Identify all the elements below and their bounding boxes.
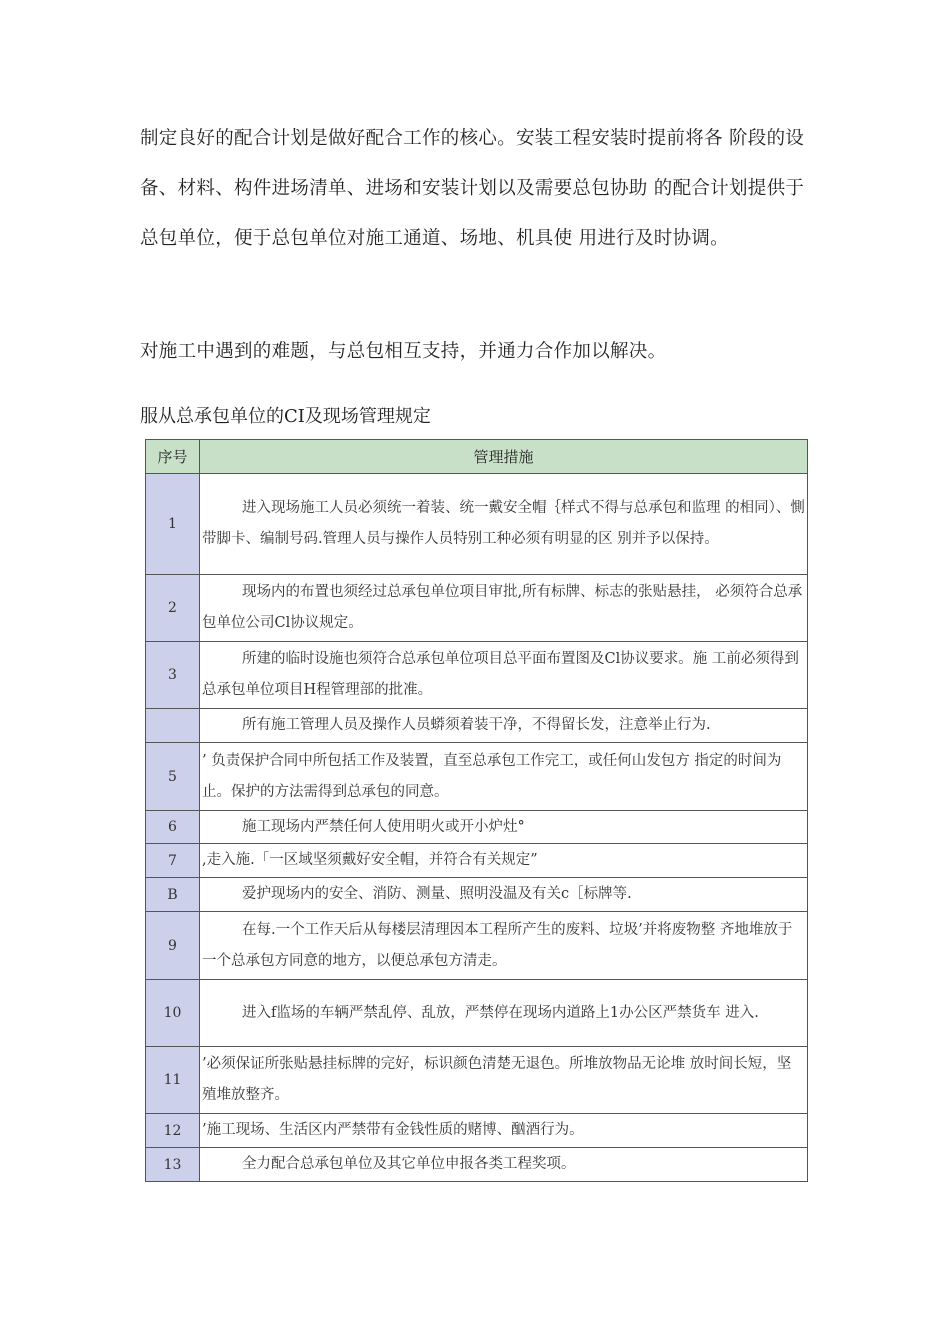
table-row: [146, 980, 808, 1047]
row-measure: 施工现场内严禁任何人使用明火或开小炉灶°: [200, 811, 808, 844]
table-row: [146, 1148, 808, 1182]
table-row: [146, 474, 808, 575]
row-number: 1: [146, 474, 200, 575]
row-number: 13: [146, 1148, 200, 1182]
paragraph-mutual-support: 对施工中遇到的难题，与总包相互支持，并通力合作加以解决。: [140, 341, 667, 362]
row-measure: ’ 负责保护合同中所包括工作及装置，直至总承包工作完工，或任何山发包方 指定的时间为止。保护的方法需得到总承包的同意。: [200, 743, 808, 811]
paragraph-coordination-plan: 制定良好的配合计划是做好配合工作的核心。安装工程安装时提前将各 阶段的设备、材料、构件进场清单、进场和安装计划以及需要总包协助 的配合计划提供于总包单位，便于总包单位对施工通道、场地、机具使 用进行及时协调。: [140, 128, 805, 249]
table-row: [146, 642, 808, 709]
table-row: [146, 878, 808, 912]
row-measure: ’施工现场、生活区内严禁带有金钱性质的赌博、酗酒行为。: [200, 1114, 808, 1148]
header-serial: 序号: [146, 440, 200, 474]
table-row: [146, 743, 808, 811]
management-measures-table: [145, 439, 808, 1182]
row-number: 9: [146, 912, 200, 980]
row-number: 7: [146, 844, 200, 878]
table-row: [146, 811, 808, 844]
row-measure: 所有施工管理人员及操作人员蟒须着装干净，不得留长发，注意举止行为.: [200, 709, 808, 743]
table-header-row: [146, 440, 808, 474]
row-measure: ,走入施.「一区域坚须戴好安全帽，并符合有关规定”: [200, 844, 808, 878]
row-number: 2: [146, 575, 200, 642]
table-row: [146, 1047, 808, 1114]
row-number: B: [146, 878, 200, 912]
row-number: 10: [146, 980, 200, 1047]
row-measure: 爱护现场内的安全、消防、测量、照明没温及有关c［标牌等.: [200, 878, 808, 912]
row-number: [146, 709, 200, 743]
row-measure: 进入现场施工人员必须统一着装、统一戴安全帽｛样式不得与总承包和监理 的相同）、惻带脚卡、编制号码.管理人员与操作人员特别工种必须有明显的区 别并予以保持。: [200, 474, 808, 575]
table-row: [146, 575, 808, 642]
row-number: 6: [146, 811, 200, 844]
row-number: 5: [146, 743, 200, 811]
row-measure: 全力配合总承包单位及其它单位申报各类工程奖项。: [200, 1148, 808, 1182]
row-measure: 在每.一个工作天后从每楼层清理因本工程所产生的废料、垃圾’并将废物整 齐地堆放于一个总承包方同意的地方，以便总承包方清走。: [200, 912, 808, 980]
row-number: 11: [146, 1047, 200, 1114]
row-measure: ’必须保证所张贴悬挂标牌的完好，标识颜色清楚无退色。所堆放物品无论堆 放时间长短，坚殖堆放整齐。: [200, 1047, 808, 1114]
table-row: [146, 844, 808, 878]
row-number: 12: [146, 1114, 200, 1148]
table-row: [146, 912, 808, 980]
header-measure: 管理措施: [200, 440, 808, 474]
table-row: [146, 1114, 808, 1148]
table-caption: 服从总承包单位的CI及现场管理规定: [140, 406, 431, 427]
row-measure: 进入f监场的车辆严禁乱停、乱放，严禁停在现场内道路上1办公区严禁货车 进入.: [200, 980, 808, 1047]
row-measure: 现场内的布置也须经过总承包单位项目审批,所有标牌、标志的张贴悬挂， 必须符合总承包单位公司Cl协议规定。: [200, 575, 808, 642]
table-row: [146, 709, 808, 743]
row-number: 3: [146, 642, 200, 709]
row-measure: 所建的临时设施也须符合总承包单位项目总平面布置图及Cl协议要求。施 工前必须得到总承包单位项目H程管理部的批准。: [200, 642, 808, 709]
